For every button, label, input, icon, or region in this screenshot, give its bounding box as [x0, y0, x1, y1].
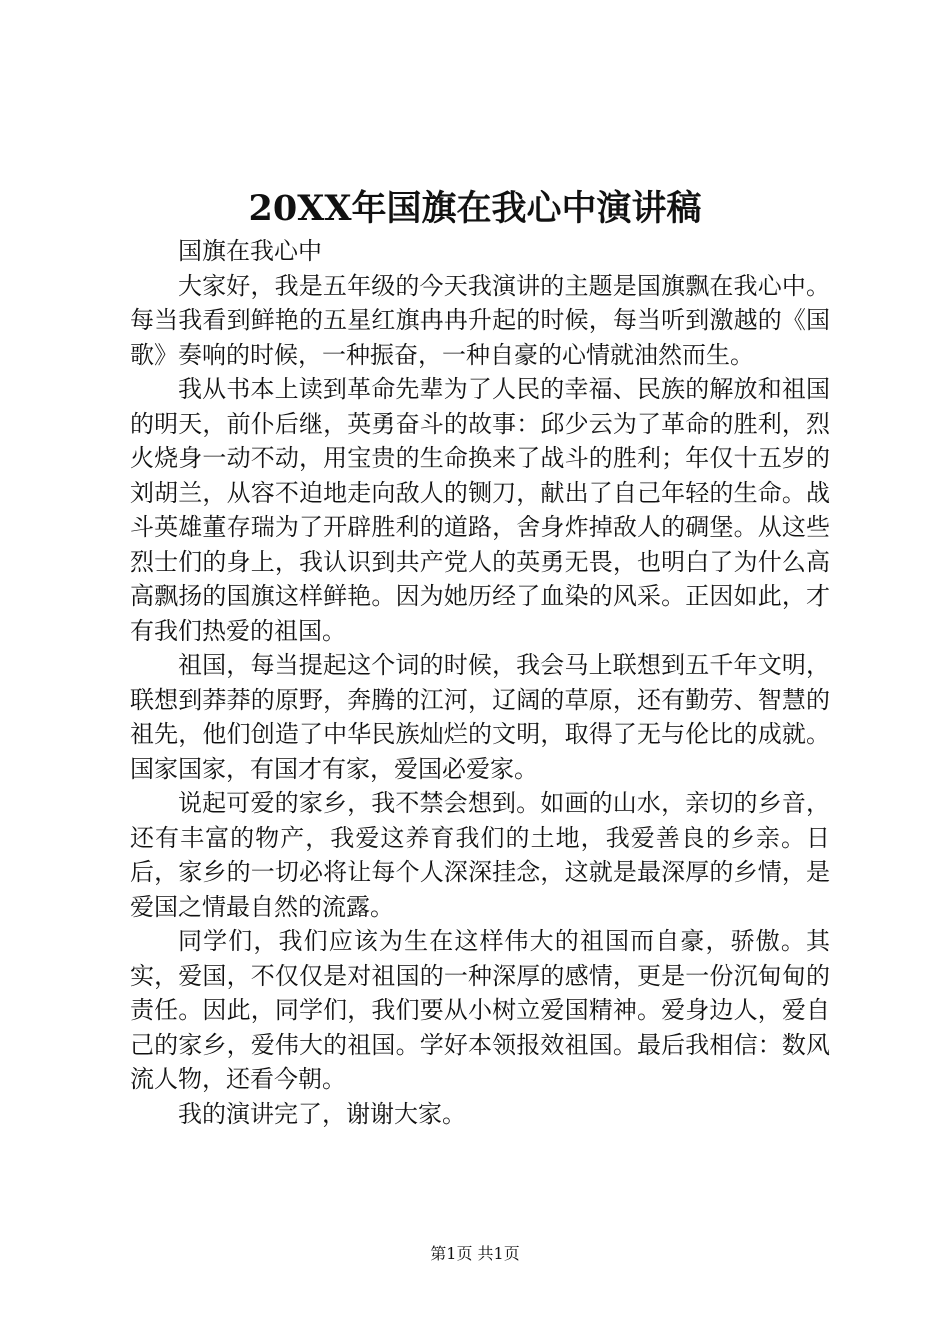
paragraph: 大家好，我是五年级的今天我演讲的主题是国旗飘在我心中。每当我看到鲜艳的五星红旗冉冉升起的时候，每当听到激越的《国歌》奏响的时候，一种振奋，一种自豪的心情就油然而生。	[130, 271, 830, 369]
paragraph: 同学们，我们应该为生在这样伟大的祖国而自豪，骄傲。其实，爱国，不仅仅是对祖国的一种深厚的感情，更是一份沉甸甸的责任。因此，同学们，我们要从小树立爱国精神。爱身边人，爱自己的家乡，爱伟大的祖国。学好本领报效祖国。最后我相信：数风流人物，还看今朝。	[130, 927, 830, 1093]
document-body	[130, 234, 830, 1131]
paragraph: 祖国，每当提起这个词的时候，我会马上联想到五千年文明，联想到莽莽的原野，奔腾的江河，辽阔的草原，还有勤劳、智慧的祖先，他们创造了中华民族灿烂的文明，取得了无与伦比的成就。国家国家，有国才有家，爱国必爱家。	[130, 651, 830, 783]
paragraph: 说起可爱的家乡，我不禁会想到。如画的山水，亲切的乡音，还有丰富的物产，我爱这养育我们的土地，我爱善良的乡亲。日后，家乡的一切必将让每个人深深挂念，这就是最深厚的乡情，是爱国之情最自然的流露。	[130, 789, 830, 921]
paragraph: 我的演讲完了，谢谢大家。	[178, 1099, 466, 1128]
paragraph: 我从书本上读到革命先辈为了人民的幸福、民族的解放和祖国的明天，前仆后继，英勇奋斗的故事：邱少云为了革命的胜利，烈火烧身一动不动，用宝贵的生命换来了战斗的胜利；年仅十五岁的刘胡兰，从容不迫地走向敌人的铡刀，献出了自己年轻的生命。战斗英雄董存瑞为了开辟胜利的道路，舍身炸掉敌人的碉堡。从这些烈士们的身上，我认识到共产党人的英勇无畏，也明白了为什么高高飘扬的国旗这样鲜艳。因为她历经了血染的风采。正因如此，才有我们热爱的祖国。	[130, 375, 830, 645]
document-title: 20XX年国旗在我心中演讲稿	[248, 188, 702, 229]
paragraph-subtitle: 国旗在我心中	[178, 237, 322, 265]
page-number-footer: 第1页 共1页	[430, 1244, 520, 1263]
